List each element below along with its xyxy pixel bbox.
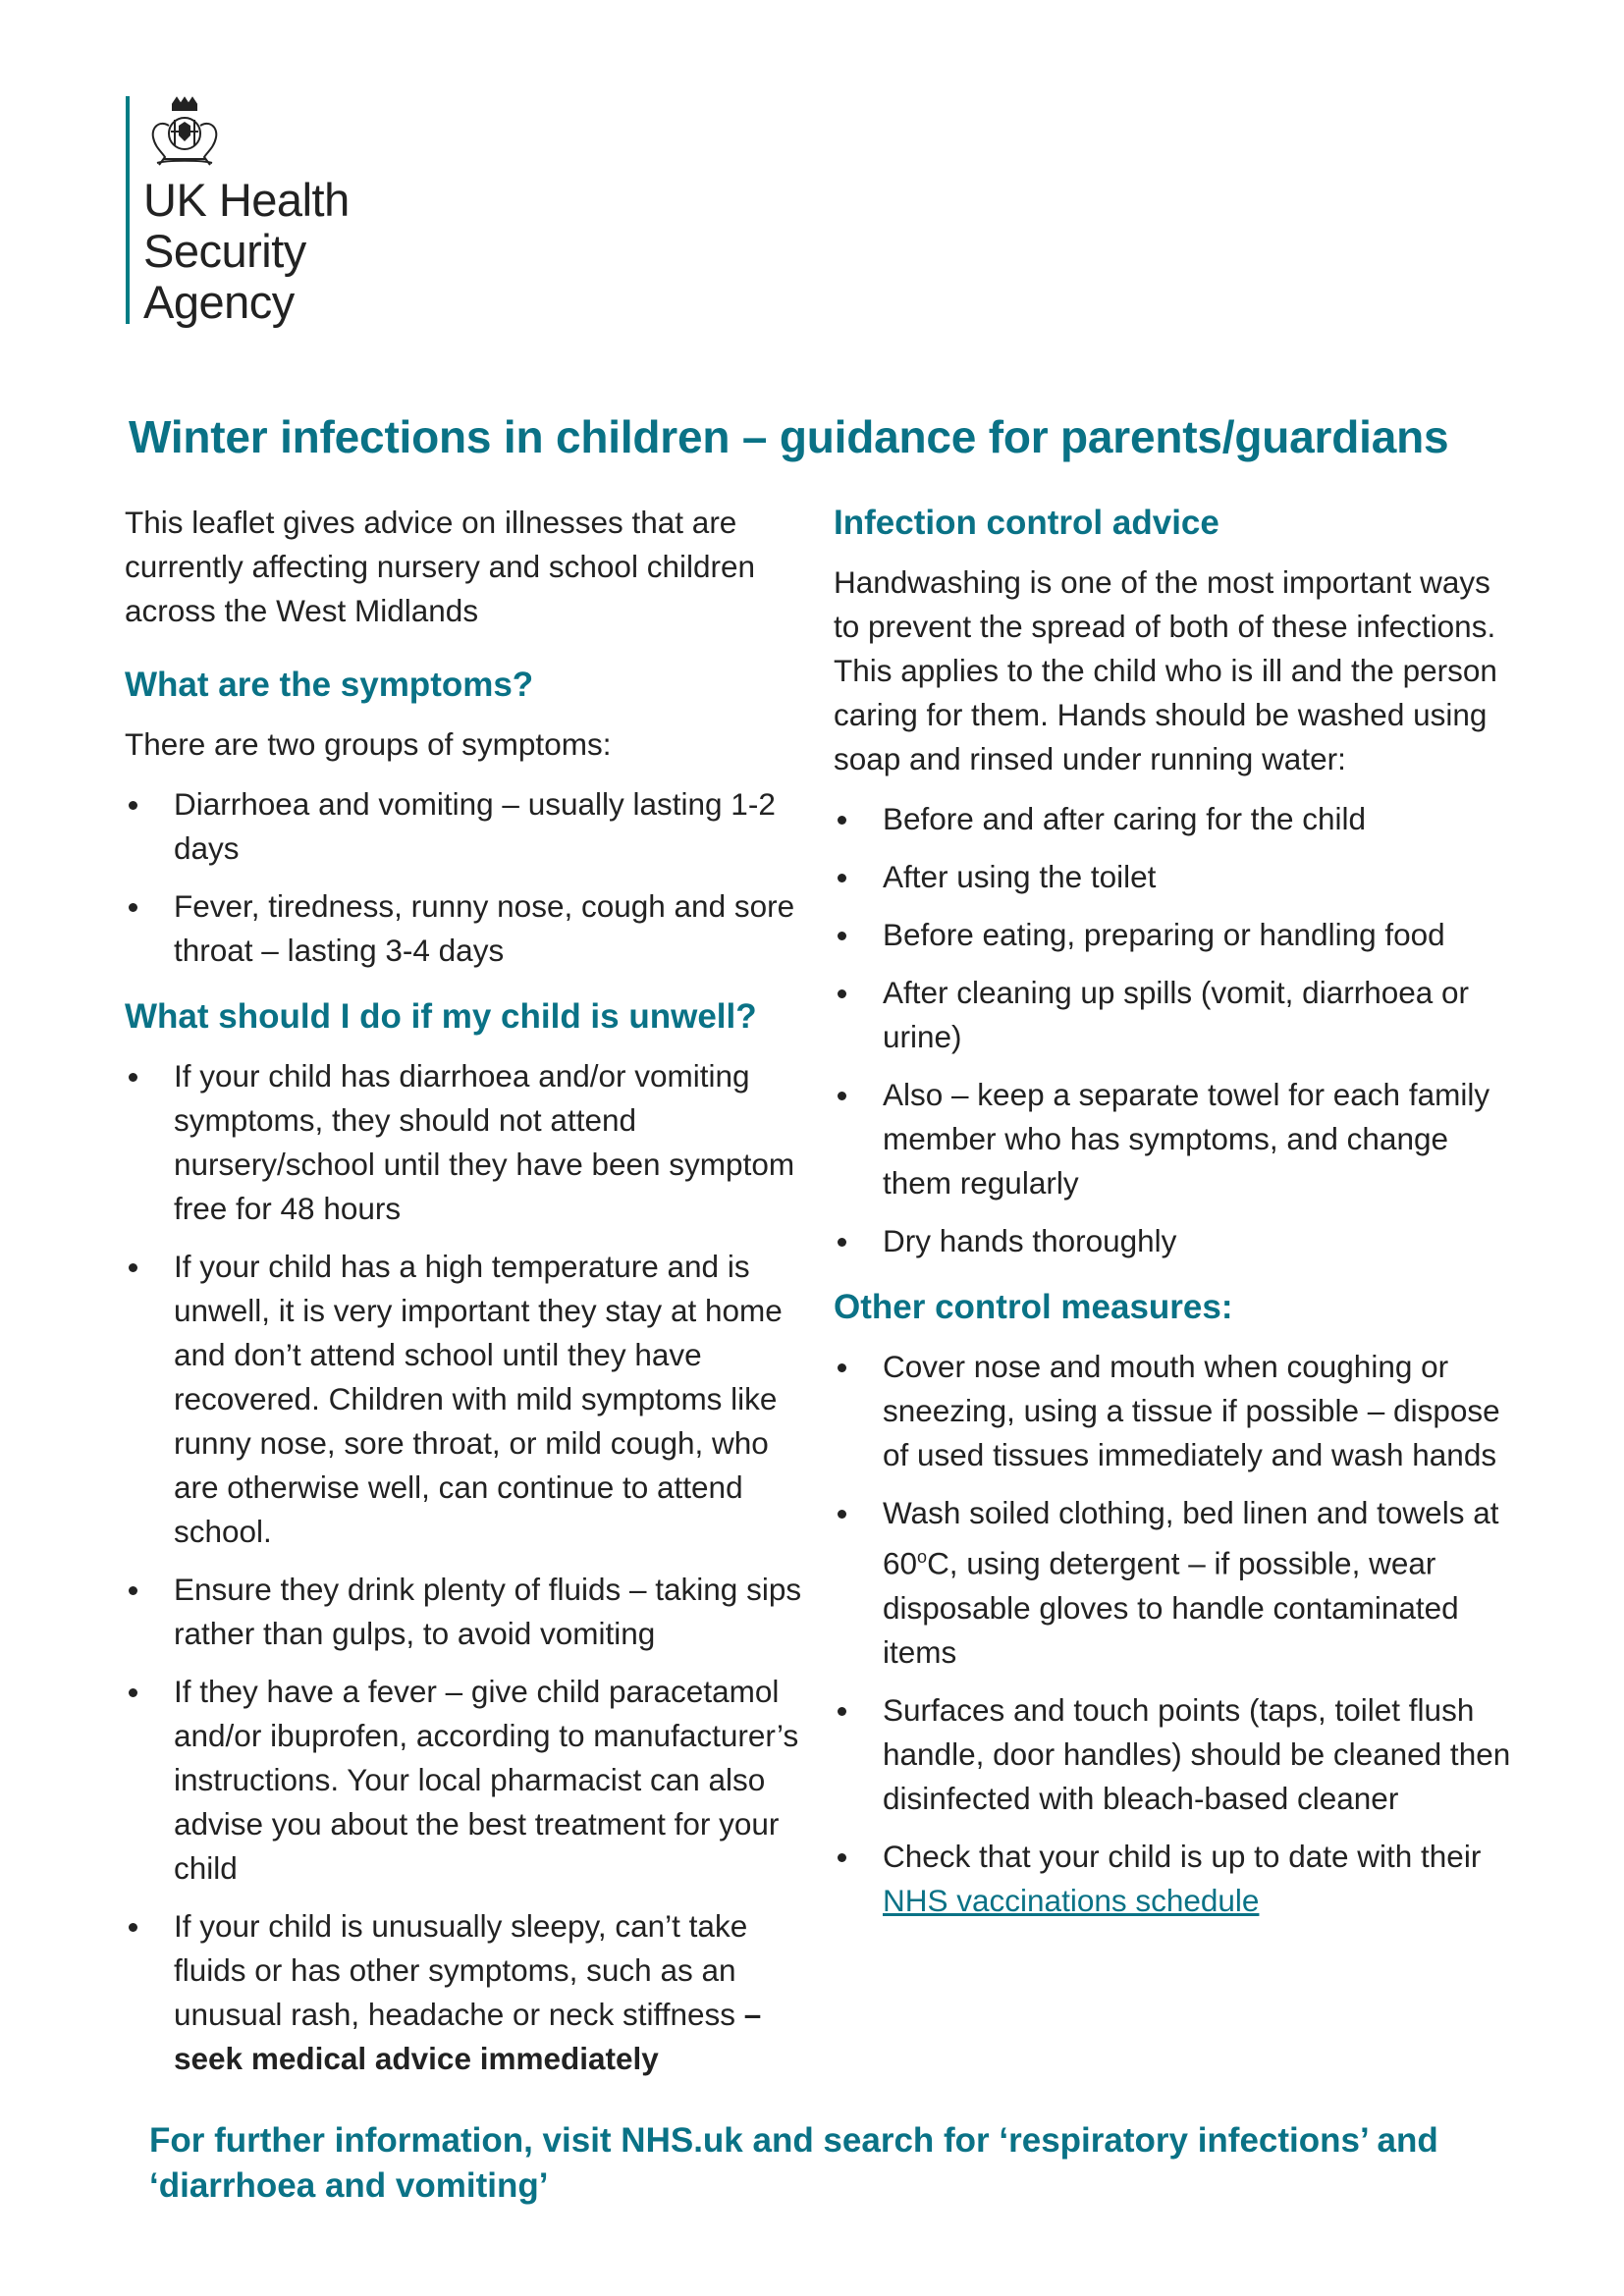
left-column xyxy=(125,501,802,2095)
laundry-text-after: C, using detergent – if possible, wear disposable gloves to handle contaminated items xyxy=(883,1545,1459,1670)
urgent-emphasis: – seek medical advice immediately xyxy=(174,1997,762,2076)
laundry-text-before: Wash soiled clothing, bed linen and towels at 60 xyxy=(883,1495,1499,1581)
list-item: After using the toilet xyxy=(834,855,1521,899)
list-item: Dry hands thoroughly xyxy=(834,1219,1521,1263)
other-measures-heading: Other control measures: xyxy=(834,1288,1233,1326)
infection-control-heading: Infection control advice xyxy=(834,504,1219,542)
infection-control-lead: Handwashing is one of the most important ways to prevent the spread of both of these infections. This applies to the child who is ill and the person caring for them. Hands should be washed using soap and rinsed under running water: xyxy=(834,564,1497,776)
agency-name-line: UK Health xyxy=(143,174,350,226)
list-item: Surfaces and touch points (taps, toilet flush handle, door handles) should be cleaned then disinfected with bleach-based cleaner xyxy=(834,1688,1521,1821)
nhs-vaccinations-link[interactable]: NHS vaccinations schedule xyxy=(883,1882,1260,1918)
agency-name xyxy=(143,175,350,328)
right-column xyxy=(834,501,1521,1937)
list-item: Ensure they drink plenty of fluids – taking sips rather than gulps, to avoid vomiting xyxy=(125,1568,802,1656)
list-item: After cleaning up spills (vomit, diarrhoea or urine) xyxy=(834,971,1521,1059)
list-item: If they have a fever – give child paracetamol and/or ibuprofen, according to manufacturer’s instructions. Your local pharmacist can also advise you about the best treatment for your child xyxy=(125,1670,802,1891)
page-title: Winter infections in children – guidance for parents/guardians xyxy=(129,411,1449,462)
list-item: If your child has diarrhoea and/or vomiting symptoms, they should not attend nursery/school until they have been symptom free for 48 hours xyxy=(125,1054,802,1231)
degree-sup: o xyxy=(917,1547,928,1567)
vaccination-text: Check that your child is up to date with their xyxy=(883,1838,1482,1874)
list-item: Diarrhoea and vomiting – usually lasting 1-2 days xyxy=(125,782,802,871)
agency-name-line: Security xyxy=(143,225,306,277)
list-item-vaccinations xyxy=(834,1835,1521,1923)
list-item-urgent xyxy=(125,1904,802,2081)
agency-name-line: Agency xyxy=(143,276,295,328)
logo-accent-bar xyxy=(126,96,130,324)
list-item: If your child has a high temperature and is unwell, it is very important they stay at home and don’t attend school until they have recovered. Children with mild symptoms like runny nose, sore throat, or mild cough, who are otherwise well, can continue to attend school. xyxy=(125,1245,802,1554)
list-item: Before eating, preparing or handling food xyxy=(834,913,1521,957)
intro-paragraph: This leaflet gives advice on illnesses that are currently affecting nursery and school children across the West Midlands xyxy=(125,505,756,628)
list-item-laundry xyxy=(834,1491,1521,1675)
symptoms-heading: What are the symptoms? xyxy=(125,666,534,704)
royal-crest-icon xyxy=(143,96,226,167)
unwell-heading: What should I do if my child is unwell? xyxy=(125,997,757,1036)
list-item: Fever, tiredness, runny nose, cough and sore throat – lasting 3-4 days xyxy=(125,884,802,973)
handwashing-list xyxy=(834,797,1521,1263)
list-item: Before and after caring for the child xyxy=(834,797,1521,841)
symptoms-lead: There are two groups of symptoms: xyxy=(125,726,612,762)
list-item: Also – keep a separate towel for each family member who has symptoms, and change them regularly xyxy=(834,1073,1521,1205)
further-info-footer: For further information, visit NHS.uk and search for ‘respiratory infections’ and ‘diarrhoea and vomiting’ xyxy=(149,2121,1438,2205)
other-measures-list xyxy=(834,1345,1521,1923)
symptoms-list xyxy=(125,782,802,973)
urgent-text: If your child is unusually sleepy, can’t take fluids or has other symptoms, such as an unusual rash, headache or neck stiffness xyxy=(174,1908,748,2032)
unwell-list xyxy=(125,1054,802,2081)
list-item: Cover nose and mouth when coughing or sneezing, using a tissue if possible – dispose of used tissues immediately and wash hands xyxy=(834,1345,1521,1477)
